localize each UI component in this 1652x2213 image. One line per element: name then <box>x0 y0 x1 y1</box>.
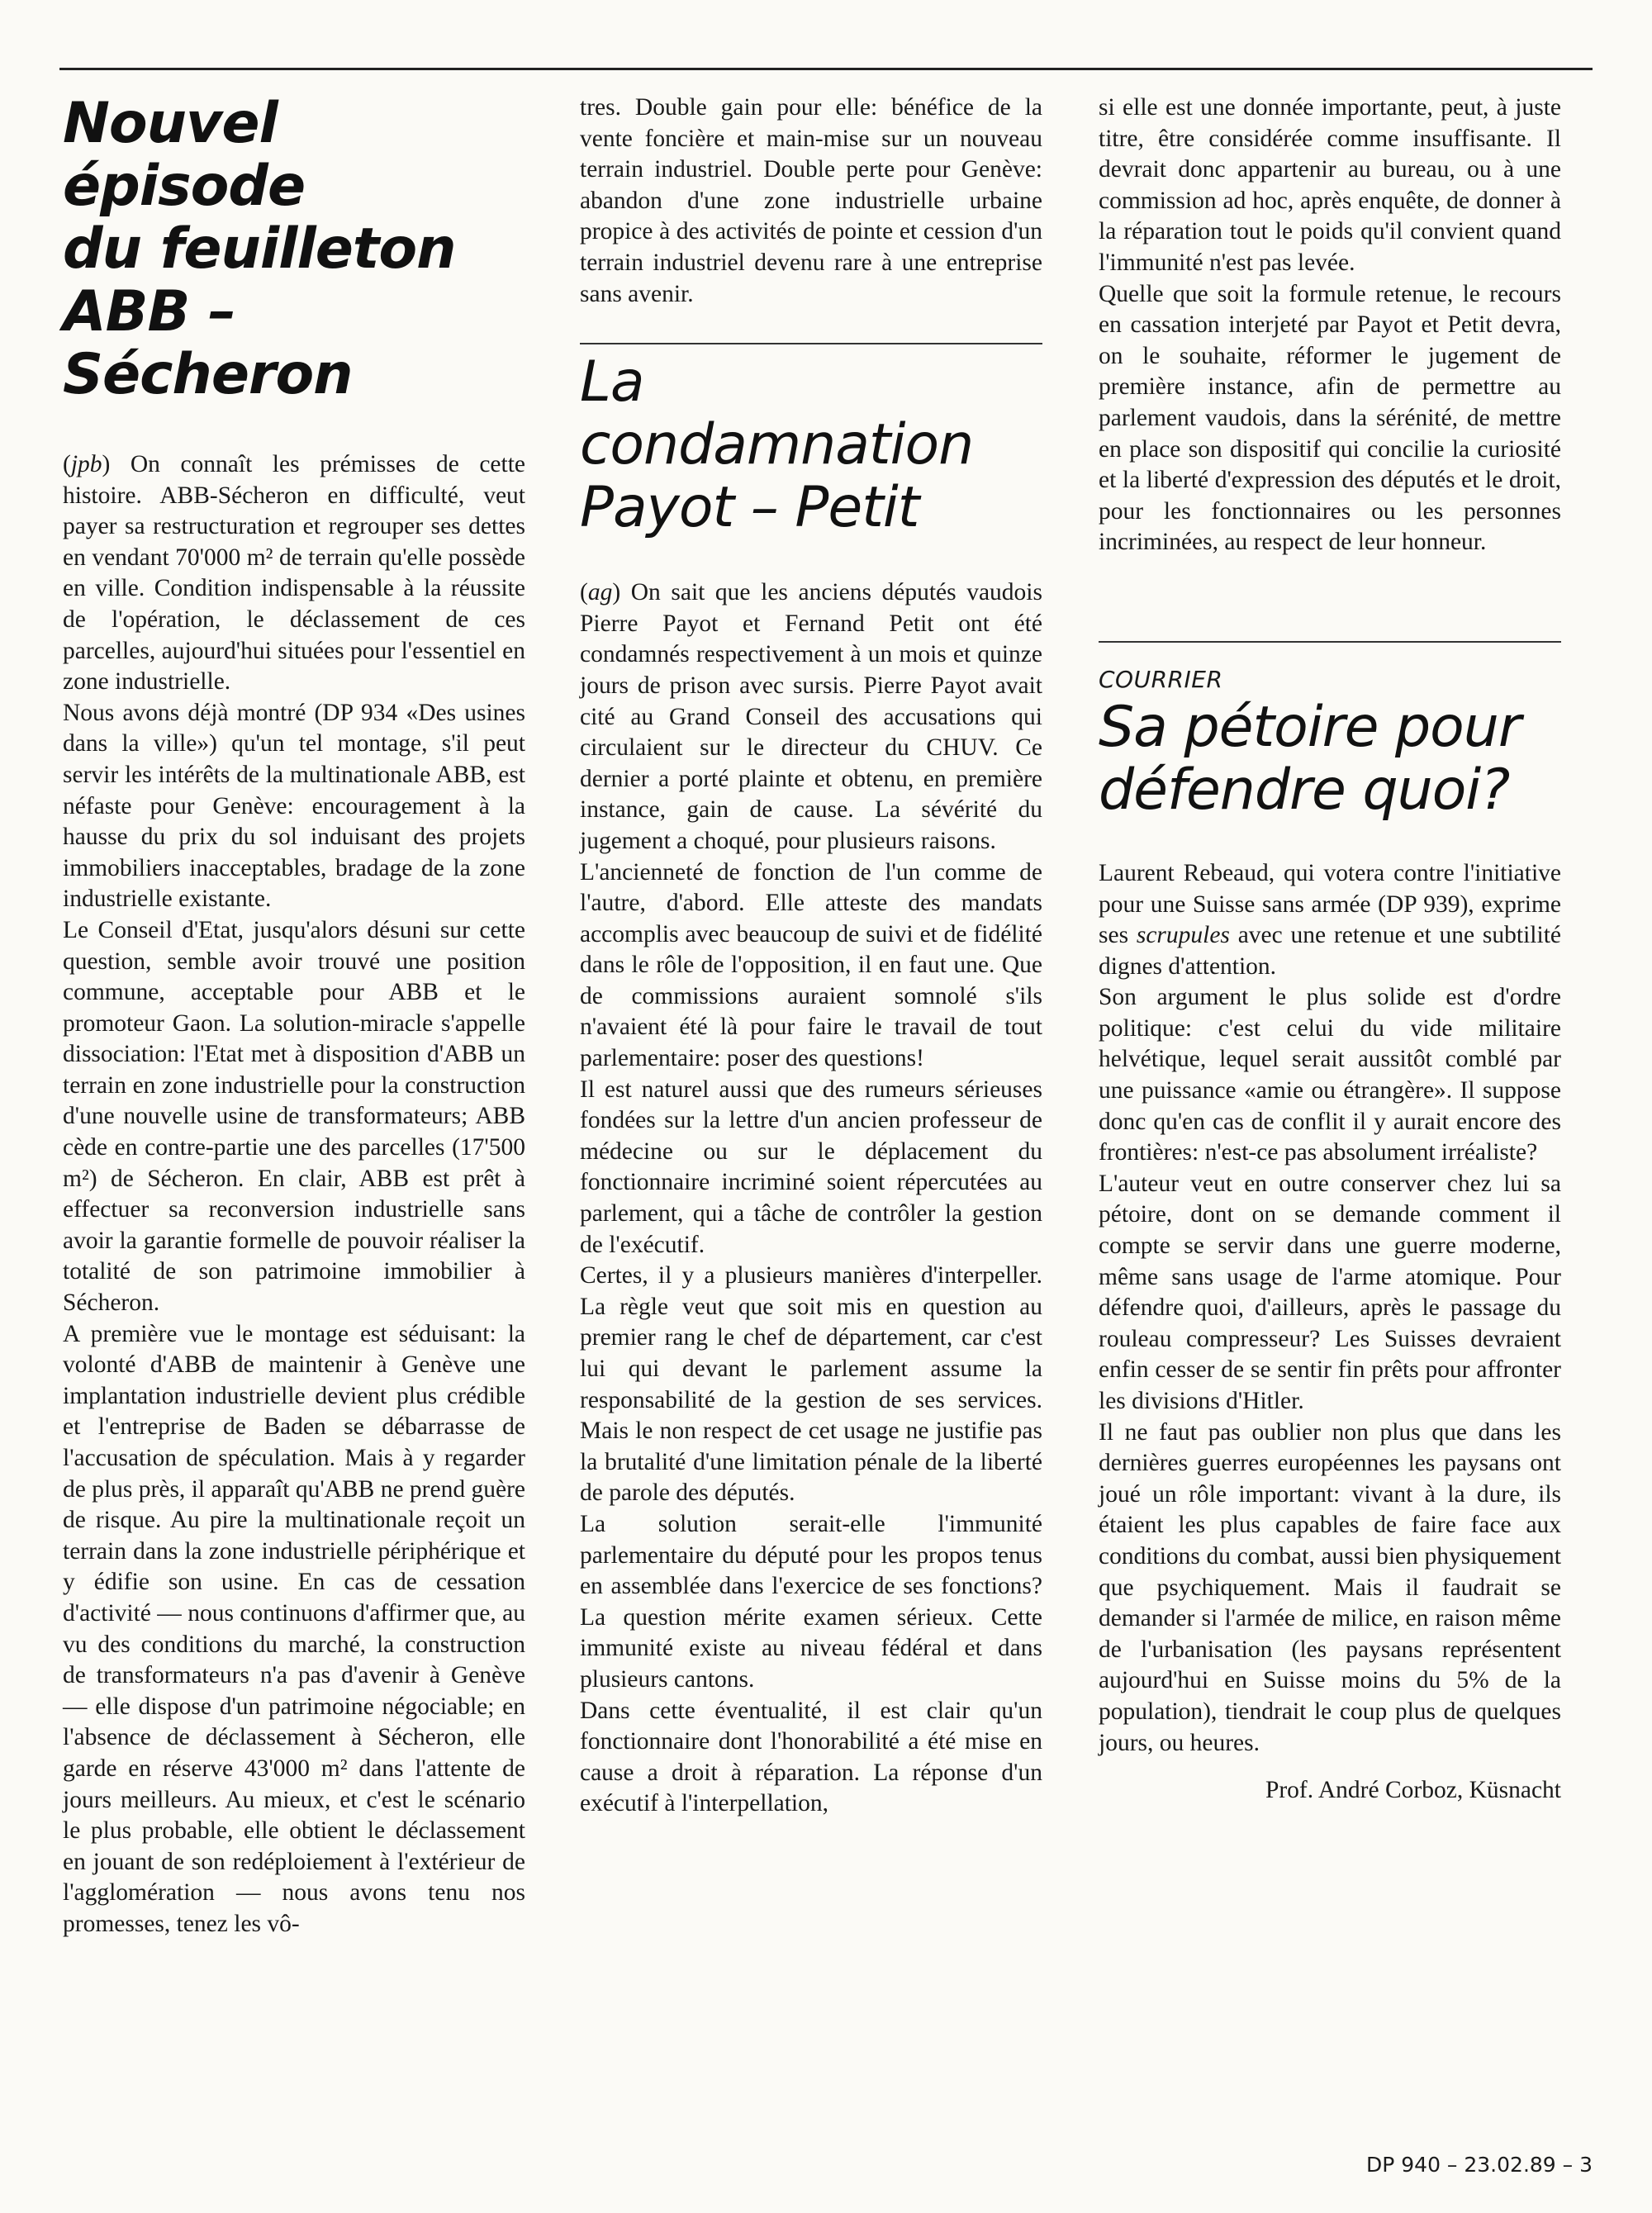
section-divider <box>1099 641 1561 643</box>
article2-paragraph: (ag) On sait que les anciens députés vaudois Pierre Payot et Fernand Petit ont été condamnés respectivement à un mois et quinze jours de prison avec sursis. Pierre Payot avait cité au Grand Conseil des accusations qui circulaient sur le directeur du CHUV. Ce dernier a porté plainte et obtenu, en première instance, gain de cause. La sévérité du jugement a choqué, pour plusieurs raisons. <box>580 579 1042 854</box>
article2-author-tag: ag <box>587 579 613 606</box>
article1-headline: Nouvel épisode du feuilleton ABB – Sécheron <box>63 91 456 407</box>
top-rule <box>59 68 1593 70</box>
article3-paragraph: Laurent Rebeaud, qui votera contre l'initiative pour une Suisse sans armée (DP 939), exprime ses scrupules avec une retenue et une subtilité dignes d'attention. <box>1099 859 1561 980</box>
article3-signature: Prof. André Corboz, Küsnacht <box>1265 1777 1561 1804</box>
article3-paragraph: L'auteur veut en outre conserver chez lui sa pétoire, dont on se demande comment il compte se servir dans une guerre moderne, même sans usage de l'arme atomique. Pour défendre quoi, d'ailleurs, après le passage du rouleau compresseur? Les Suisses devraient enfin cesser de se sentir fin prêts pour affronter les divisions d'Hitler. <box>1099 1170 1561 1414</box>
article2-headline: La condamnation Payot – Petit <box>580 349 974 541</box>
article2-paragraph: si elle est une donnée importante, peut, à juste titre, être considérée comme insuffisante. Il devrait donc appartenir au bureau, ou à une commission ad hoc, après enquête, de donner à la réparation tout le poids qu'il convient quand l'immunité n'est pas levée. <box>1099 94 1561 276</box>
article3-paragraph: Il ne faut pas oublier non plus que dans les dernières guerres européennes les paysans ont joué un rôle important: vivant à la dure, ils étaient les plus capables de faire face aux conditions du combat, aussi bien physiquement que psychiquement. Mais il faudrait se demander si l'armée de milice, en raison même de l'urbanisation (les paysans représentent aujourd'hui en Suisse moins du 5% de la population), tiendrait le coup plus de quelques jours, ou heures. <box>1099 1418 1561 1756</box>
article1-paragraph: Le Conseil d'Etat, jusqu'alors désuni sur cette question, semble avoir trouvé une position commune, acceptable pour ABB et le promoteur Gaon. La solution-miracle s'appelle dissociation: l'Etat met à disposition d'ABB un terrain en zone industrielle pour la construction d'une nouvelle usine de transformateurs; ABB cède en contre-partie une des parcelles (17'500 m²) de Sécheron. En clair, ABB est prêt à effectuer sa reconversion industrielle sans avoir la garantie formelle de pouvoir réaliser la totalité de son patrimoine immobilier à Sécheron. <box>63 916 525 1317</box>
column-3 <box>1099 93 1561 1804</box>
article1-paragraph: Nous avons déjà montré (DP 934 «Des usines dans la ville») qu'un tel montage, s'il peut servir les intérêts de la multinationale ABB, est néfaste pour Genève: encouragement à la hausse du prix du sol induisant des projets immobiliers inacceptables, bradage de la zone industrielle existante. <box>63 699 525 913</box>
article2-paragraph: La solution serait-elle l'immunité parlementaire du député pour les propos tenus en assemblée dans l'exercice de ses fonctions? La question mérite examen sérieux. Cette immunité existe au niveau fédéral et dans plusieurs cantons. <box>580 1510 1042 1693</box>
article2-paragraph: Dans cette éventualité, il est clair qu'un fonctionnaire dont l'honorabilité a été mise en cause a droit à réparation. La réponse d'un exécutif à l'interpellation, <box>580 1697 1042 1817</box>
article2-paragraph: Quelle que soit la formule retenue, le recours en cassation interjeté par Payot et Petit devra, on le souhaite, réformer le jugement de première instance, afin de permettre au parlement vaudois, dans la sérénité, de mettre en place son dispositif qui concilie la curiosité et la liberté d'expression des députés et le droit, pour les fonctionnaires ou les personnes incriminées, au respect de leur honneur. <box>1099 280 1561 556</box>
article3-paragraph: Son argument le plus solide est d'ordre politique: c'est celui du vide militaire helvétique, lequel serait aussitôt comblé par une puissance «amie ou étrangère». Il suppose donc qu'en cas de conflit il y aurait encore des frontières: n'est-ce pas absolument irréaliste? <box>1099 984 1561 1166</box>
column-2 <box>580 93 1042 1820</box>
column-1 <box>63 93 525 1940</box>
article2-paragraph: Certes, il y a plusieurs manières d'interpeller. La règle veut que soit mis en question au premier rang le chef de département, car c'est lui qui devant le parlement assume la responsabilité de la gestion de ses services. Mais le non respect de cet usage ne justifie pas la brutalité d'une limitation pénale de la liberté de parole des députés. <box>580 1262 1042 1507</box>
article1-paragraph: A première vue le montage est séduisant: la volonté d'ABB de maintenir à Genève une implantation industrielle devient plus crédible et l'entreprise de Baden se débarrasse de l'accusation de spéculation. Mais à y regarder de plus près, il apparaît qu'ABB ne prend guère de risque. Au pire la multinationale reçoit un terrain dans la zone industrielle périphérique et y édifie son usine. En cas de cessation d'activité — nous continuons d'affirmer que, au vu des conditions du marché, la construction de transformateurs n'a pas d'avenir à Genève — elle dispose d'un patrimoine négociable; en l'absence de déclassement à Sécheron, elle garde en réserve 43'000 m² dans l'attente de jours meilleurs. Au mieux, et c'est le scénario le plus probable, elle obtient le déclassement en jouant de son redéploiement à l'extérieur de l'agglomération — nous avons tenu nos promesses, tenez les vô- <box>63 1320 525 1937</box>
page-footer: DP 940 – 23.02.89 – 3 <box>1365 2153 1593 2177</box>
section-divider <box>580 343 1042 344</box>
article1-paragraph: (jpb) On connaît les prémisses de cette histoire. ABB-Sécheron en difficulté, veut payer sa restructuration et regrouper ses dettes en vendant 70'000 m² de terrain qu'elle possède en ville. Condition indispensable à la réussite de l'opération, le déclassement de ces parcelles, aujourd'hui situées pour l'essentiel en zone industrielle. <box>63 451 525 696</box>
article1-paragraph: tres. Double gain pour elle: bénéfice de la vente foncière et main-mise sur un nouveau terrain industriel. Double perte pour Genève: abandon d'une zone industrielle urbaine propice à des activités de pointe et cession d'un terrain industriel devenu rare à une entreprise sans avenir. <box>580 94 1042 307</box>
article2-paragraph: L'ancienneté de fonction de l'un comme de l'autre, d'abord. Elle atteste des mandats accomplis avec beaucoup de suivi et de fidélité dans le rôle de l'opposition, il en faut une. Que de commissions auraient somnolé s'ils n'avaient été là pour faire le travail de tout parlementaire: poser des questions! <box>580 858 1042 1072</box>
article1-author-tag: jpb <box>70 451 102 477</box>
article2-paragraph: Il est naturel aussi que des rumeurs sérieuses fondées sur la lettre d'un ancien professeur de médecine ou sur le déplacement du fonctionnaire incriminé soient répercutées au parlement, qui a tâche de contrôler la gestion de l'exécutif. <box>580 1076 1042 1258</box>
article3-kicker: COURRIER <box>1099 665 1223 693</box>
article3-headline: Sa pétoire pour défendre quoi? <box>1099 694 1521 823</box>
